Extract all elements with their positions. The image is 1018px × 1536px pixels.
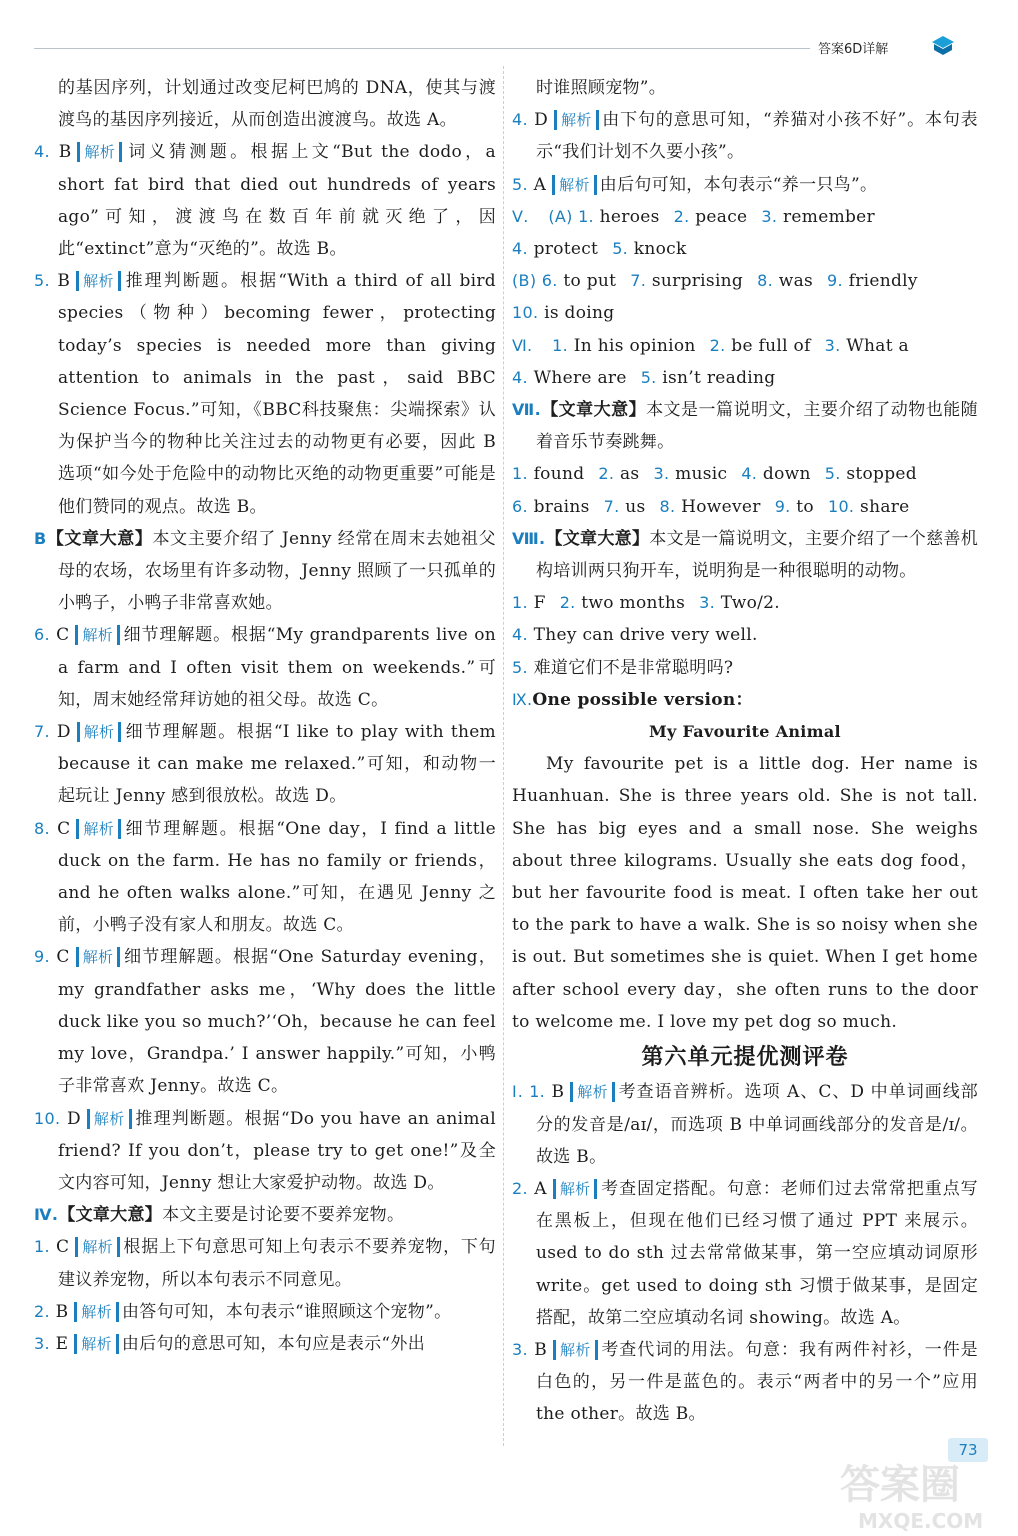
answer-text: to put [563, 271, 617, 292]
answer-item [34, 265, 496, 523]
item-number: 10. [34, 1108, 61, 1128]
essay-title: My Favourite Animal [649, 722, 841, 742]
answer-number: 5. [612, 239, 629, 259]
item-answer: C [57, 818, 71, 839]
item-number: 1. [34, 1237, 50, 1257]
item-explanation: 推理判断题。根据“Do you have an animal friend? If you don’t，please try to get one!”及全文内容可知，Jenny 想让大家爱护动物。故选 D。 [58, 1108, 496, 1193]
answer-number: 1. [512, 593, 528, 613]
answer-number: 3. [699, 593, 716, 613]
item-answer: D [56, 722, 71, 743]
section-label: Ⅳ. [34, 1205, 59, 1225]
summary-text: 本文主要是讨论要不要养宠物。 [162, 1205, 405, 1226]
item-explanation: 细节理解题。根据“One day，I find a little duck on the farm. He has no family or friends，and he often walks alone.”可知，在遇见 Jenny 之前，小鸭子没有家人和朋友。故选 C。 [58, 818, 496, 936]
analysis-tag: 解析 [553, 1340, 598, 1360]
section-8 [512, 523, 978, 684]
answer-number: 4. [512, 239, 528, 259]
watermark-line-2: MXQE.COM [858, 1509, 984, 1533]
answer-text: friendly [848, 271, 918, 292]
answer-line [512, 587, 978, 619]
answer-number: 9. [827, 271, 843, 291]
summary-heading: 【文章大意】 [541, 400, 647, 421]
answer-item [34, 1231, 496, 1295]
answer-number: 3. [761, 206, 778, 226]
analysis-tag: 解析 [75, 625, 120, 645]
item-answer: B [534, 1339, 548, 1360]
answer-number: 10. [827, 496, 855, 516]
answer-number: 7. [630, 271, 647, 291]
item-answer: E [55, 1333, 69, 1354]
answer-text: found [533, 464, 585, 485]
page-header [0, 0, 1018, 60]
item-number: 4. [512, 110, 528, 130]
answer-item [34, 136, 496, 265]
essay-body: My favourite pet is a little dog. Her name is Huanhuan. She is three years old. She is not tall. She has big eyes and a small nose. She weighs about three kilograms. Usually she eats dog food，but her favourite food is meat. I often take her out to the park to have a walk. She is so noisy when she is out. But sometimes she is quiet. When I get home after school every day，she often runs to the door to welcome me. I love my pet dog so much. [512, 754, 978, 1032]
answer-number: 6. [512, 496, 528, 516]
answer-text: two months [581, 593, 686, 614]
section-label: Ⅴ. [512, 206, 529, 226]
analysis-tag: 解析 [75, 1237, 120, 1257]
answer-item [512, 1173, 978, 1334]
summary-paragraph [512, 394, 978, 458]
answer-number: 3. [824, 335, 841, 355]
answer-text: They can drive very well. [533, 625, 758, 646]
continued-text: 时谁照顾宠物”。 [536, 78, 667, 98]
answer-number: 2. [673, 206, 690, 226]
item-answer: B [58, 142, 72, 163]
answer-line [512, 652, 978, 684]
summary-heading: 【文章大意】 [58, 1205, 163, 1226]
item-answer: B [551, 1082, 565, 1103]
answer-line [512, 265, 978, 297]
item-explanation: 考查代词的用法。句意：我有两件衬衫，一件是白色的，另一件是蓝色的。表示“两者中的另一个”应用 the other。故选 B。 [536, 1339, 978, 1425]
unit-title: 第六单元提优测评卷 [641, 1045, 849, 1071]
answer-number: 5. [512, 657, 528, 677]
analysis-tag: 解析 [76, 819, 121, 839]
answer-item [34, 716, 496, 813]
item-answer: A [534, 1178, 547, 1199]
answer-text: isn’t reading [662, 367, 776, 388]
answer-text: music [675, 464, 728, 485]
item-explanation: 考查固定搭配。句意：老师们过去常常把重点写在黑板上，但现在他们已经习惯了通过 PPT 来展示。used to do sth 过去常常做某事，第一空应填动词原形 write。get used to doing sth 习惯于做某事，是固定搭配，故第二空应填动名词 showing。故选 A。 [536, 1178, 978, 1328]
answer-text: F [533, 593, 546, 614]
item-number: 3. [512, 1339, 528, 1359]
answer-number: 3. [653, 464, 670, 484]
answer-number: (A) 1. [548, 206, 594, 226]
page-number: 73 [948, 1438, 988, 1462]
section-label: Ⅷ. [512, 528, 546, 548]
item-answer: C [56, 625, 70, 646]
answer-number: 7. [603, 496, 620, 516]
item-number: 5. [512, 174, 528, 194]
summary-text: 本文是一篇说明文，主要介绍了动物也能随着音乐节奏跳舞。 [536, 400, 978, 453]
item-number: 2. [512, 1178, 528, 1198]
item-answer: A [533, 174, 547, 195]
answer-number: 1. [552, 335, 569, 355]
item-answer: C [56, 1237, 70, 1258]
answer-text: surprising [651, 271, 744, 292]
item-number: 8. [34, 818, 50, 838]
item-number: 5. [34, 271, 50, 291]
item-explanation: 由答句可知，本句表示“谁照顾这个宠物”。 [122, 1301, 452, 1322]
answer-text: What a [846, 335, 909, 356]
answer-line [512, 619, 978, 651]
item-answer: D [534, 110, 549, 131]
answer-number: 1. [512, 464, 528, 484]
item-number: 9. [34, 947, 50, 967]
item-explanation: 词义猜测题。根据上文“But the dodo，a short fat bird that died out hundreds of years ago”可知，渡渡鸟在数百年前就灭绝了，因此“extinct”意为“灭绝的”。故选 B。 [58, 142, 496, 260]
answer-number: 2. [559, 593, 576, 613]
answer-number: 5. [640, 367, 657, 387]
answer-text: to [796, 496, 814, 517]
answer-number: 2. [709, 335, 726, 355]
summary-paragraph [34, 523, 496, 620]
summary-heading: 【文章大意】 [46, 528, 153, 549]
section-9-heading: Ⅸ.One possible version： [512, 689, 753, 710]
summary-paragraph [34, 1199, 496, 1231]
answer-text: peace [695, 206, 748, 227]
item-explanation: 由后句可知，本句表示“养一只鸟”。 [599, 174, 878, 195]
answer-text: heroes [599, 206, 660, 227]
item-number: 7. [34, 722, 50, 742]
answer-text: 难道它们不是非常聪明吗? [533, 657, 734, 678]
answer-item [34, 1103, 496, 1200]
answer-text: be full of [731, 335, 811, 356]
item-explanation: 推理判断题。根据“With a third of all bird species（物种）becoming fewer，protecting today’s species is needed more than giving attention to animals in the past，said BBC Science Focus.”可知，《BBC科技聚焦：尖端探索》认为保护当今的物种比关注过去的动物更有必要，因此 B 选项“如今处于危险中的动物比灭绝的动物更重要”可能是他们赞同的观点。故选 B。 [58, 271, 496, 517]
analysis-tag: 解析 [552, 175, 597, 195]
answer-item [512, 104, 978, 168]
analysis-tag: 解析 [77, 142, 122, 162]
answer-text: brains [533, 496, 590, 517]
section-9-writing [512, 684, 978, 1038]
answer-item [512, 1076, 978, 1173]
analysis-tag: 解析 [74, 1302, 119, 1322]
section-label: B [34, 528, 47, 548]
section-5 [512, 201, 978, 330]
summary-paragraph [512, 523, 978, 587]
answer-text: us [625, 496, 646, 517]
summary-text: 本文是一篇说明文，主要介绍了一个慈善机构培训两只狗开车，说明狗是一种很聪明的动物。 [536, 528, 978, 582]
section-6 [512, 330, 978, 394]
answer-line [512, 201, 978, 233]
item-explanation: 细节理解题。根据“One Saturday evening，my grandfather asks me，‘Why does the little duck like you so much?’‘Oh，because he can feel my love，Grandpa.’ I answer happily.”可知，小鸭子非常喜欢 Jenny。故选 C。 [58, 947, 496, 1097]
answer-number: 2. [598, 464, 615, 484]
answer-item [34, 813, 496, 942]
answer-text: Two/2. [720, 593, 781, 614]
item-explanation: 细节理解题。根据“My grandparents live on a farm and I often visit them on weekends.”可知，周末她经常拜访她的祖父母。故选 C。 [58, 625, 496, 710]
analysis-tag: 解析 [570, 1082, 615, 1102]
answer-text: is doing [544, 303, 615, 324]
answer-line [512, 330, 978, 362]
answer-number: 4. [512, 367, 528, 387]
answer-list-a [512, 104, 978, 201]
book-logo-icon [930, 34, 956, 56]
answer-number: 10. [512, 303, 539, 323]
answer-number: 9. [774, 496, 791, 516]
watermark-logo [832, 1450, 1010, 1534]
item-explanation: 细节理解题。根据“I like to play with them because it can make me relaxed.”可知，和动物一起玩让 Jenny 感到很放松。故选 D。 [58, 722, 496, 807]
item-number: 3. [34, 1333, 50, 1353]
summary-heading: 【文章大意】 [545, 528, 650, 549]
header-title: 答案6D详解 [818, 42, 889, 57]
item-explanation: 由后句的意思可知，本句应是表示“外出 [121, 1333, 426, 1354]
section-label: Ⅵ. [512, 335, 533, 355]
answer-text: However [681, 496, 761, 517]
section-7 [512, 394, 978, 523]
item-number: 4. [34, 142, 50, 162]
answer-text: protect [533, 239, 599, 260]
answer-text: In his opinion [573, 335, 696, 356]
item-answer: D [66, 1108, 81, 1129]
item-number: 6. [34, 625, 50, 645]
answer-number: 4. [741, 464, 758, 484]
answer-line [512, 458, 978, 490]
item-answer: B [57, 271, 71, 292]
item-explanation: 考查语音辨析。选项 A、C、D 中单词画线部分的发音是/aɪ/，而选项 B 中单词画线部分的发音是/ɪ/。故选 B。 [536, 1082, 979, 1167]
analysis-tag: 解析 [87, 1109, 132, 1129]
answer-item [34, 1296, 496, 1328]
column-divider [503, 66, 504, 1446]
section-label: Ⅶ. [512, 400, 542, 420]
answer-list-b [512, 1076, 978, 1430]
item-answer: C [56, 947, 70, 968]
analysis-tag: 解析 [76, 947, 121, 967]
item-explanation: 由下句的意思可知，“养猫对小孩不好”。本句表示“我们计划不久要小孩”。 [536, 110, 978, 163]
answer-number: 8. [757, 271, 773, 291]
analysis-tag: 解析 [554, 110, 599, 130]
answer-item [512, 169, 978, 201]
answer-text: down [762, 464, 811, 485]
left-column [34, 72, 496, 1360]
answer-text: knock [633, 239, 687, 260]
answer-item [512, 1334, 978, 1431]
answer-text: stopped [846, 464, 917, 485]
answer-text: share [860, 496, 910, 517]
answer-item [34, 1328, 496, 1360]
answer-line [512, 233, 978, 265]
answer-line [512, 362, 978, 394]
answer-text: remember [783, 206, 875, 227]
right-column [512, 72, 978, 1431]
item-answer: B [55, 1301, 69, 1322]
summary-text: 本文主要介绍了 Jenny 经常在周末去她祖父母的农场，农场里有许多动物，Jenny 照顾了一只孤单的小鸭子，小鸭子非常喜欢她。 [58, 528, 496, 614]
answer-item [34, 619, 496, 716]
answer-item [34, 941, 496, 1102]
analysis-tag: 解析 [76, 271, 121, 291]
continued-text: 的基因序列，计划通过改变尼柯巴鸠的 DNA，使其与渡渡鸟的基因序列接近，从而创造出渡渡鸟。故选 A。 [58, 78, 496, 131]
item-explanation: 根据上下句意思可知上句表示不要养宠物，下句建议养宠物，所以本句表示不同意见。 [58, 1237, 496, 1290]
answer-number: 8. [659, 496, 676, 516]
answer-line [512, 491, 978, 523]
answer-number: (B) 6. [512, 271, 558, 291]
answer-number: 4. [512, 625, 528, 645]
analysis-tag: 解析 [553, 1179, 598, 1199]
analysis-tag: 解析 [77, 722, 122, 742]
answer-text: as [620, 464, 640, 485]
header-rule [34, 48, 810, 49]
answer-number: 5. [824, 464, 841, 484]
answer-text: was [778, 271, 814, 292]
item-number: Ⅰ. 1. [512, 1082, 546, 1102]
item-number: 2. [34, 1301, 50, 1321]
answer-line [512, 297, 978, 329]
watermark-line-1: 答案圈 [840, 1462, 960, 1508]
answer-text: Where are [533, 367, 627, 388]
analysis-tag: 解析 [74, 1334, 119, 1354]
